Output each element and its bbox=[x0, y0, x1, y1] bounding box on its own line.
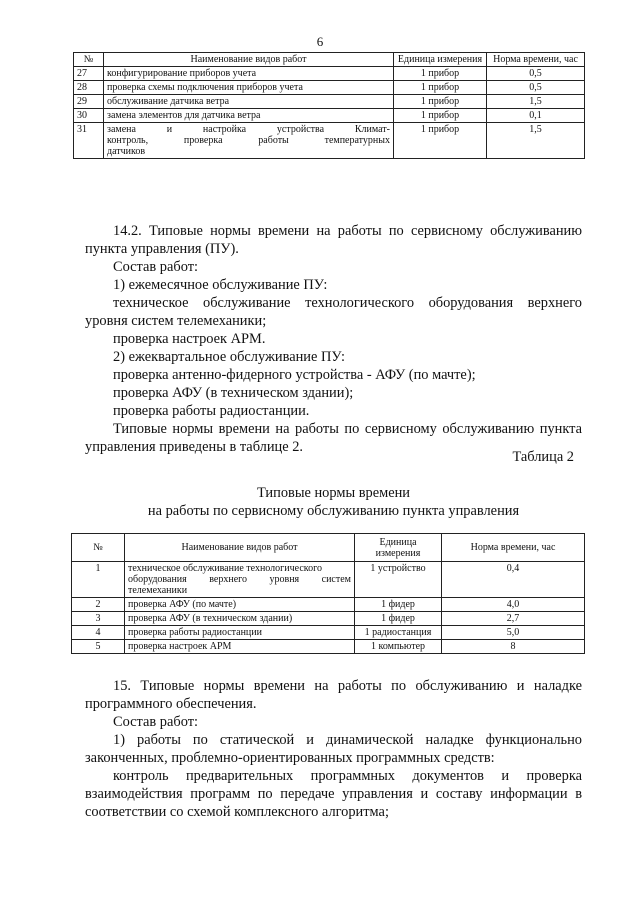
list-item: проверка работы радиостанции. bbox=[113, 403, 310, 419]
work-name-line: техническое обслуживание технологического bbox=[128, 563, 322, 574]
column-header-norm: Норма времени, час bbox=[487, 53, 585, 67]
table-title-line: на работы по сервисному обслуживанию пункта управления bbox=[147, 503, 520, 519]
row-number: 28 bbox=[74, 81, 104, 95]
row-unit: 1 радиостанция bbox=[355, 626, 442, 640]
row-unit: 1 фидер bbox=[355, 598, 442, 612]
list-item: проверка антенно-фидерного устройства - АФУ (по мачте); bbox=[113, 367, 476, 383]
row-unit: 1 устройство bbox=[355, 562, 442, 598]
list-item: техническое обслуживание технологического оборудования верхнего уровня систем телемеханики; bbox=[85, 295, 582, 329]
row-unit: 1 прибор bbox=[394, 67, 487, 81]
row-work-name: конфигурирование приборов учета bbox=[104, 67, 394, 81]
table-row bbox=[72, 612, 585, 626]
row-unit: 1 компьютер bbox=[355, 640, 442, 654]
column-header-number: № bbox=[72, 534, 125, 562]
table-row bbox=[74, 123, 585, 159]
page-number: 6 bbox=[316, 34, 324, 49]
section-14-2 bbox=[85, 222, 582, 456]
row-work-name: замена элементов для датчика ветра bbox=[104, 109, 394, 123]
row-norm: 1,5 bbox=[487, 123, 585, 159]
table-row bbox=[74, 95, 585, 109]
table-row bbox=[74, 81, 585, 95]
row-work-name: проверка работы радиостанции bbox=[125, 626, 355, 640]
work-name-line: оборудования верхнего уровня систем bbox=[128, 574, 351, 585]
summary-paragraph: Типовые нормы времени на работы по сервисному обслуживанию пункта управления приведены в таблице 2. bbox=[85, 421, 582, 455]
row-work-name bbox=[125, 562, 355, 598]
row-norm: 2,7 bbox=[442, 612, 585, 626]
row-work-name: проверка АФУ (в техническом здании) bbox=[125, 612, 355, 626]
table-header-row bbox=[74, 53, 585, 67]
section-heading: 14.2. Типовые нормы времени на работы по сервисному обслуживанию пункта управления (ПУ). bbox=[85, 223, 582, 257]
composition-label: Состав работ: bbox=[113, 714, 198, 730]
row-unit: 1 прибор bbox=[394, 123, 487, 159]
table-title-line: Типовые нормы времени bbox=[257, 485, 410, 501]
work-name-line: контроль, проверка работы температурных bbox=[107, 135, 390, 146]
table-row bbox=[74, 109, 585, 123]
row-work-name: проверка схемы подключения приборов учета bbox=[104, 81, 394, 95]
table-row bbox=[72, 626, 585, 640]
column-header-work-name: Наименование видов работ bbox=[125, 534, 355, 562]
row-number: 27 bbox=[74, 67, 104, 81]
table-row bbox=[72, 640, 585, 654]
row-number: 2 bbox=[72, 598, 125, 612]
row-unit: 1 фидер bbox=[355, 612, 442, 626]
row-unit: 1 прибор bbox=[394, 109, 487, 123]
column-header-number: № bbox=[74, 53, 104, 67]
list-item: 2) ежеквартальное обслуживание ПУ: bbox=[113, 349, 346, 365]
row-unit: 1 прибор bbox=[394, 81, 487, 95]
table-header-row bbox=[72, 534, 585, 562]
row-number: 4 bbox=[72, 626, 125, 640]
row-work-name bbox=[104, 123, 394, 159]
row-number: 3 bbox=[72, 612, 125, 626]
row-unit: 1 прибор bbox=[394, 95, 487, 109]
row-norm: 4,0 bbox=[442, 598, 585, 612]
service-norms-table bbox=[71, 533, 585, 654]
list-item: проверка настроек АРМ. bbox=[113, 331, 266, 347]
work-name-line: телемеханики bbox=[128, 585, 188, 596]
row-norm: 0,5 bbox=[487, 81, 585, 95]
row-norm: 0,5 bbox=[487, 67, 585, 81]
list-item: проверка АФУ (в техническом здании); bbox=[113, 385, 354, 401]
row-norm: 8 bbox=[442, 640, 585, 654]
section-15 bbox=[85, 677, 582, 821]
column-header-norm: Норма времени, час bbox=[442, 534, 585, 562]
composition-label: Состав работ: bbox=[113, 259, 198, 275]
row-norm: 5,0 bbox=[442, 626, 585, 640]
table-row bbox=[72, 598, 585, 612]
work-norms-table-continued bbox=[73, 52, 585, 159]
column-header-work-name: Наименование видов работ bbox=[104, 53, 394, 67]
table-row bbox=[74, 67, 585, 81]
row-number: 30 bbox=[74, 109, 104, 123]
row-number: 31 bbox=[74, 123, 104, 159]
list-item: контроль предварительных программных документов и проверка взаимодействия программ по передаче управления и составу информации в соответствии со схемой комплексного алгоритма; bbox=[85, 768, 582, 820]
work-name-line: датчиков bbox=[107, 146, 146, 157]
row-norm: 0,1 bbox=[487, 109, 585, 123]
column-header-unit: Единица измерения bbox=[394, 53, 487, 67]
row-norm: 1,5 bbox=[487, 95, 585, 109]
table-row bbox=[72, 562, 585, 598]
list-item: 1) ежемесячное обслуживание ПУ: bbox=[113, 277, 328, 293]
row-number: 1 bbox=[72, 562, 125, 598]
row-work-name: проверка АФУ (по мачте) bbox=[125, 598, 355, 612]
row-norm: 0,4 bbox=[442, 562, 585, 598]
row-work-name: проверка настроек АРМ bbox=[125, 640, 355, 654]
row-number: 29 bbox=[74, 95, 104, 109]
work-name-line: замена и настройка устройства Климат- bbox=[107, 124, 390, 135]
row-number: 5 bbox=[72, 640, 125, 654]
list-item: 1) работы по статической и динамической наладке функционально законченных, проблемно-ориентированных программных средств: bbox=[85, 732, 582, 766]
table-caption: Таблица 2 bbox=[512, 449, 574, 465]
column-header-unit: Единица измерения bbox=[355, 534, 442, 562]
section-heading: 15. Типовые нормы времени на работы по обслуживанию и наладке программного обеспечения. bbox=[85, 678, 582, 712]
table-title bbox=[85, 484, 582, 520]
row-work-name: обслуживание датчика ветра bbox=[104, 95, 394, 109]
